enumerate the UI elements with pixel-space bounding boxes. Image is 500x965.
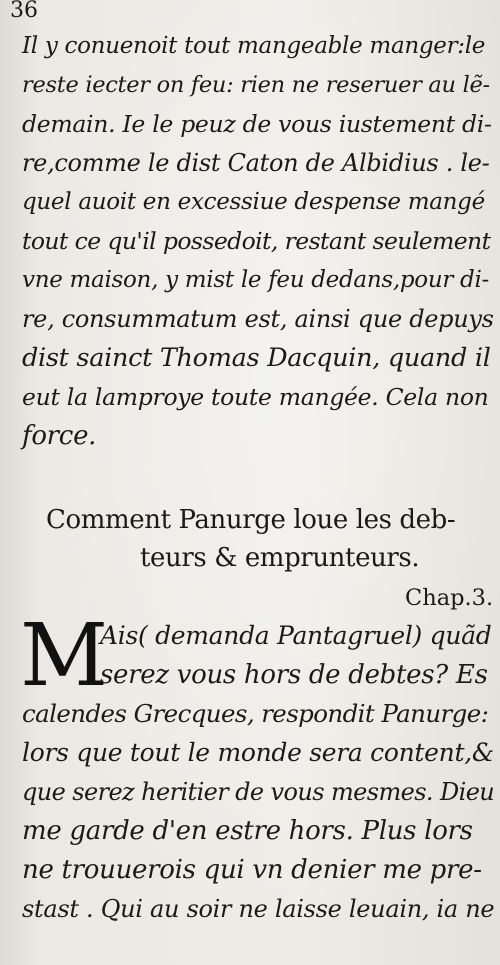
chapter-line-6: me garde d'en estre hors. Plus lors xyxy=(22,816,473,846)
text-line-5: quel auoit en excessiue despense mangé xyxy=(22,189,485,215)
chapter-line-2: serez vous hors de debtes? Es xyxy=(100,660,488,690)
text-line-10: eut la lamproye toute mangée. Cela non xyxy=(22,383,489,411)
text-line-3: demain. Ie le peuz de vous iustement di- xyxy=(22,110,492,138)
chapter-heading-line-2: teurs & emprunteurs. xyxy=(140,543,420,573)
chapter-line-1: Ais( demanda Pantagruel) quãd xyxy=(100,621,492,650)
chapter-heading-line-1: Comment Panurge loue les deb- xyxy=(46,505,456,535)
text-line-2: reste iecter on feu: rien ne reseruer au lẽ- xyxy=(22,72,490,98)
chapter-line-7: ne trouuerois qui vn denier me pre- xyxy=(22,855,482,885)
chapter-line-4: lors que tout le monde sera content,& xyxy=(22,738,494,767)
text-line-4: re,comme le dist Caton de Albidius . le- xyxy=(22,149,490,177)
text-line-1: Il y conuenoit tout mangeable manger:le xyxy=(22,33,486,59)
page-number: 36 xyxy=(10,0,38,23)
text-line-7: vne maison, y mist le feu dedans,pour di- xyxy=(22,267,489,293)
drop-capital: M xyxy=(20,606,109,706)
text-line-8: re, consummatum est, ainsi que depuys xyxy=(22,305,494,333)
text-line-11: force. xyxy=(22,421,97,451)
chapter-line-8: stast . Qui au soir ne laisse leuain, ia ne xyxy=(22,895,495,923)
chapter-line-3: calendes Grecques, respondit Panurge: xyxy=(22,699,489,728)
text-line-9: dist sainct Thomas Dacquin, quand il xyxy=(22,343,491,373)
text-line-6: tout ce qu'il possedoit, restant seulement xyxy=(22,227,491,255)
chapter-line-5: que serez heritier de vous mesmes. Dieu xyxy=(22,778,495,806)
chapter-number: Chap.3. xyxy=(405,585,494,611)
